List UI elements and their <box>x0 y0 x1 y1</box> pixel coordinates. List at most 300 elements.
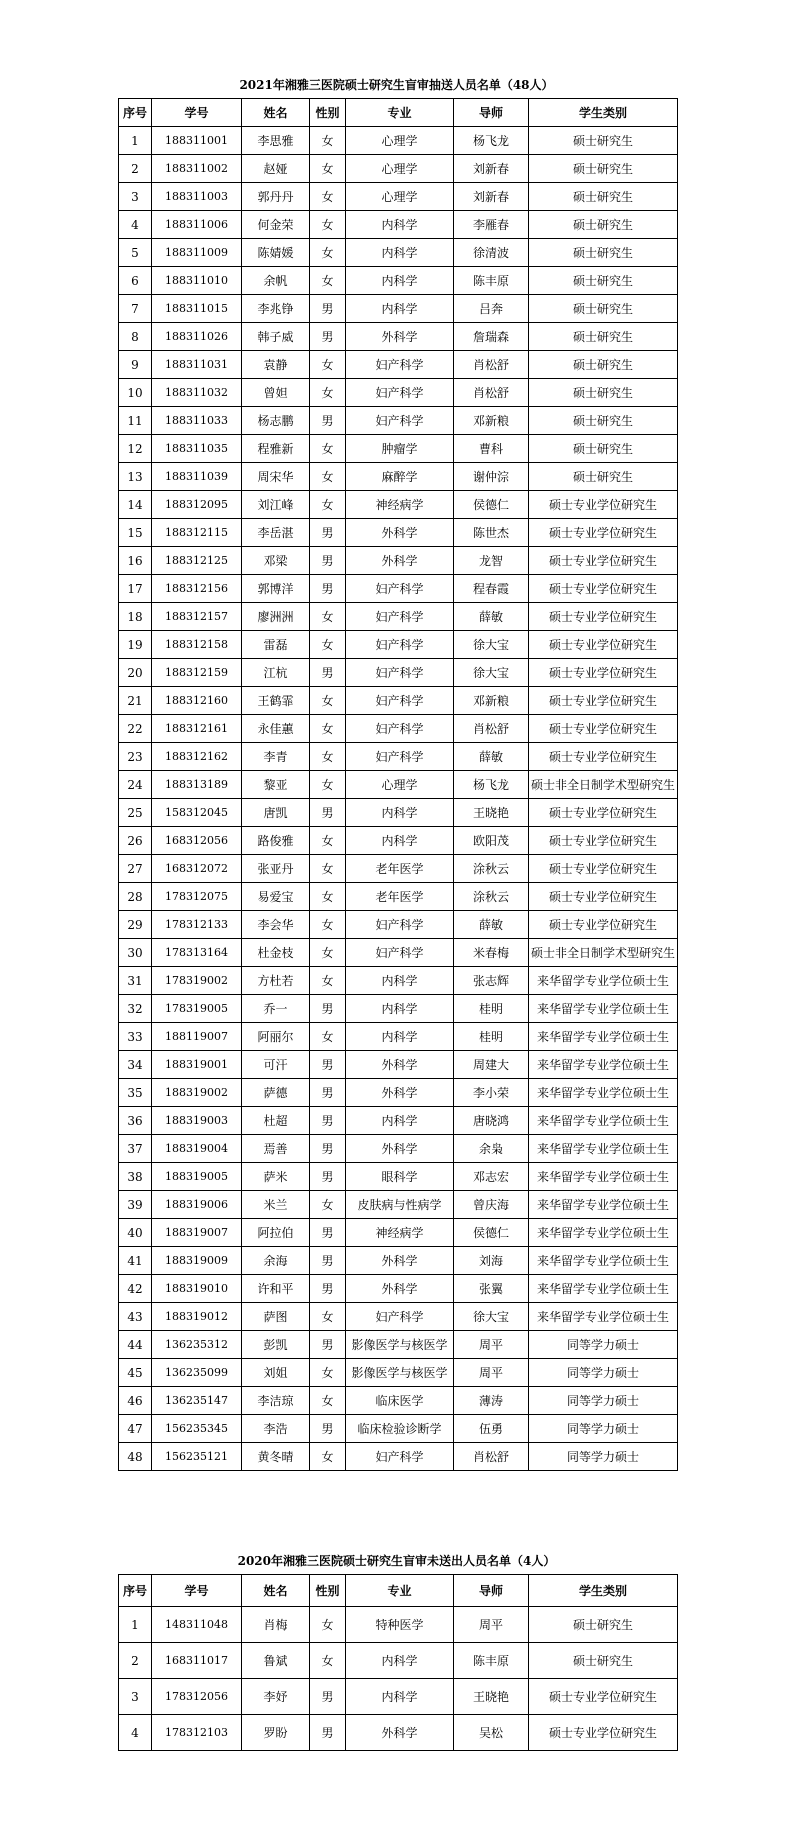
table-header-row <box>119 99 678 127</box>
cell-sex: 女 <box>310 1191 346 1219</box>
cell-tutor: 桂明 <box>454 995 529 1023</box>
cell-major: 内科学 <box>346 799 454 827</box>
cell-sex: 男 <box>310 295 346 323</box>
cell-student-id: 156235345 <box>152 1415 242 1443</box>
cell-major: 外科学 <box>346 323 454 351</box>
table-row <box>119 1163 678 1191</box>
cell-student-id: 188312157 <box>152 603 242 631</box>
cell-name: 曾妲 <box>242 379 310 407</box>
cell-student-id: 188312160 <box>152 687 242 715</box>
cell-major: 临床检验诊断学 <box>346 1415 454 1443</box>
cell-sex: 女 <box>310 939 346 967</box>
cell-sex: 男 <box>310 547 346 575</box>
table-row <box>119 1415 678 1443</box>
table-row <box>119 715 678 743</box>
cell-major: 妇产科学 <box>346 1443 454 1471</box>
cell-sex: 男 <box>310 407 346 435</box>
table-row <box>119 631 678 659</box>
cell-major: 外科学 <box>346 519 454 547</box>
cell-sex: 女 <box>310 855 346 883</box>
cell-seq: 10 <box>119 379 152 407</box>
table-row <box>119 687 678 715</box>
cell-major: 老年医学 <box>346 883 454 911</box>
cell-student-id: 188312158 <box>152 631 242 659</box>
cell-major: 影像医学与核医学 <box>346 1359 454 1387</box>
cell-name: 刘江峰 <box>242 491 310 519</box>
cell-student-type: 来华留学专业学位硕士生 <box>529 1107 678 1135</box>
cell-sex: 女 <box>310 1359 346 1387</box>
cell-tutor: 詹瑞森 <box>454 323 529 351</box>
cell-name: 李兆铮 <box>242 295 310 323</box>
cell-student-id: 188319012 <box>152 1303 242 1331</box>
cell-major: 外科学 <box>346 1275 454 1303</box>
cell-sex: 男 <box>310 1247 346 1275</box>
cell-seq: 4 <box>119 1715 152 1751</box>
cell-major: 眼科学 <box>346 1163 454 1191</box>
table-row <box>119 1387 678 1415</box>
cell-student-type: 来华留学专业学位硕士生 <box>529 1275 678 1303</box>
cell-name: 余海 <box>242 1247 310 1275</box>
cell-tutor: 米春梅 <box>454 939 529 967</box>
cell-seq: 9 <box>119 351 152 379</box>
cell-name: 王鹤霏 <box>242 687 310 715</box>
cell-seq: 8 <box>119 323 152 351</box>
cell-student-id: 188311032 <box>152 379 242 407</box>
cell-tutor: 欧阳茂 <box>454 827 529 855</box>
header-sex: 性别 <box>310 99 346 127</box>
cell-sex: 男 <box>310 1219 346 1247</box>
cell-name: 鲁斌 <box>242 1643 310 1679</box>
cell-name: 方杜若 <box>242 967 310 995</box>
cell-seq: 32 <box>119 995 152 1023</box>
cell-name: 萨米 <box>242 1163 310 1191</box>
table-row <box>119 547 678 575</box>
cell-name: 杜超 <box>242 1107 310 1135</box>
cell-student-id: 188319002 <box>152 1079 242 1107</box>
header-seq: 序号 <box>119 1575 152 1607</box>
cell-name: 李思雅 <box>242 127 310 155</box>
cell-seq: 18 <box>119 603 152 631</box>
table-row <box>119 1275 678 1303</box>
cell-student-type: 硕士专业学位研究生 <box>529 743 678 771</box>
cell-seq: 47 <box>119 1415 152 1443</box>
cell-student-type: 硕士专业学位研究生 <box>529 827 678 855</box>
table-row <box>119 183 678 211</box>
cell-sex: 男 <box>310 519 346 547</box>
cell-student-type: 硕士研究生 <box>529 323 678 351</box>
cell-tutor: 徐大宝 <box>454 631 529 659</box>
cell-student-type: 硕士非全日制学术型研究生 <box>529 939 678 967</box>
cell-student-id: 188311026 <box>152 323 242 351</box>
cell-name: 许和平 <box>242 1275 310 1303</box>
cell-sex: 男 <box>310 323 346 351</box>
cell-student-type: 硕士专业学位研究生 <box>529 603 678 631</box>
table-row <box>119 407 678 435</box>
cell-seq: 31 <box>119 967 152 995</box>
cell-student-type: 硕士研究生 <box>529 295 678 323</box>
table-row <box>119 519 678 547</box>
cell-seq: 14 <box>119 491 152 519</box>
cell-student-type: 硕士专业学位研究生 <box>529 491 678 519</box>
cell-tutor: 龙智 <box>454 547 529 575</box>
cell-major: 内科学 <box>346 1679 454 1715</box>
cell-student-id: 188311010 <box>152 267 242 295</box>
cell-student-type: 来华留学专业学位硕士生 <box>529 1135 678 1163</box>
header-name: 姓名 <box>242 99 310 127</box>
cell-name: 彭凯 <box>242 1331 310 1359</box>
cell-sex: 女 <box>310 631 346 659</box>
cell-major: 内科学 <box>346 211 454 239</box>
cell-sex: 女 <box>310 1023 346 1051</box>
cell-name: 唐凯 <box>242 799 310 827</box>
cell-student-type: 硕士研究生 <box>529 351 678 379</box>
cell-student-id: 188319003 <box>152 1107 242 1135</box>
cell-name: 廖洲洲 <box>242 603 310 631</box>
cell-student-type: 硕士专业学位研究生 <box>529 631 678 659</box>
cell-student-type: 硕士非全日制学术型研究生 <box>529 771 678 799</box>
cell-tutor: 周建大 <box>454 1051 529 1079</box>
cell-student-type: 硕士专业学位研究生 <box>529 659 678 687</box>
cell-seq: 33 <box>119 1023 152 1051</box>
cell-tutor: 薛敏 <box>454 743 529 771</box>
cell-major: 心理学 <box>346 771 454 799</box>
cell-student-id: 136235147 <box>152 1387 242 1415</box>
cell-tutor: 余枭 <box>454 1135 529 1163</box>
cell-major: 妇产科学 <box>346 687 454 715</box>
cell-student-id: 178319002 <box>152 967 242 995</box>
table-row <box>119 239 678 267</box>
cell-student-type: 来华留学专业学位硕士生 <box>529 1303 678 1331</box>
cell-tutor: 杨飞龙 <box>454 127 529 155</box>
cell-tutor: 肖松舒 <box>454 1443 529 1471</box>
cell-student-id: 188312156 <box>152 575 242 603</box>
cell-tutor: 徐清波 <box>454 239 529 267</box>
cell-seq: 4 <box>119 211 152 239</box>
cell-major: 内科学 <box>346 827 454 855</box>
table-row <box>119 1219 678 1247</box>
cell-major: 内科学 <box>346 1023 454 1051</box>
cell-tutor: 李小荣 <box>454 1079 529 1107</box>
header-tutor: 导师 <box>454 1575 529 1607</box>
cell-name: 余帆 <box>242 267 310 295</box>
cell-major: 妇产科学 <box>346 631 454 659</box>
cell-major: 神经病学 <box>346 1219 454 1247</box>
cell-name: 可汗 <box>242 1051 310 1079</box>
cell-name: 李洁琼 <box>242 1387 310 1415</box>
cell-name: 张亚丹 <box>242 855 310 883</box>
cell-tutor: 侯德仁 <box>454 1219 529 1247</box>
cell-tutor: 徐大宝 <box>454 1303 529 1331</box>
cell-seq: 3 <box>119 183 152 211</box>
cell-major: 内科学 <box>346 1107 454 1135</box>
cell-sex: 女 <box>310 267 346 295</box>
cell-name: 邓梁 <box>242 547 310 575</box>
cell-student-id: 188311003 <box>152 183 242 211</box>
cell-student-id: 178312103 <box>152 1715 242 1751</box>
header-name: 姓名 <box>242 1575 310 1607</box>
cell-major: 妇产科学 <box>346 659 454 687</box>
cell-student-type: 同等学力硕士 <box>529 1443 678 1471</box>
header-sex: 性别 <box>310 1575 346 1607</box>
cell-seq: 29 <box>119 911 152 939</box>
cell-name: 阿拉伯 <box>242 1219 310 1247</box>
cell-student-type: 硕士专业学位研究生 <box>529 547 678 575</box>
cell-name: 李岳湛 <box>242 519 310 547</box>
cell-major: 内科学 <box>346 995 454 1023</box>
cell-student-type: 硕士研究生 <box>529 239 678 267</box>
cell-seq: 6 <box>119 267 152 295</box>
cell-sex: 女 <box>310 183 346 211</box>
cell-student-id: 188311039 <box>152 463 242 491</box>
cell-major: 外科学 <box>346 1079 454 1107</box>
cell-tutor: 肖松舒 <box>454 379 529 407</box>
list1-title: 2021年湘雅三医院硕士研究生盲审抽送人员名单（48人） <box>239 78 554 92</box>
table-row <box>119 1079 678 1107</box>
cell-name: 韩子威 <box>242 323 310 351</box>
cell-seq: 48 <box>119 1443 152 1471</box>
cell-major: 妇产科学 <box>346 939 454 967</box>
cell-sex: 女 <box>310 967 346 995</box>
cell-major: 妇产科学 <box>346 743 454 771</box>
cell-student-id: 188311015 <box>152 295 242 323</box>
cell-sex: 女 <box>310 883 346 911</box>
cell-seq: 34 <box>119 1051 152 1079</box>
cell-seq: 23 <box>119 743 152 771</box>
cell-seq: 40 <box>119 1219 152 1247</box>
cell-major: 影像医学与核医学 <box>346 1331 454 1359</box>
cell-student-type: 同等学力硕士 <box>529 1387 678 1415</box>
cell-sex: 女 <box>310 1303 346 1331</box>
table-row <box>119 743 678 771</box>
cell-seq: 37 <box>119 1135 152 1163</box>
cell-seq: 22 <box>119 715 152 743</box>
cell-student-type: 硕士专业学位研究生 <box>529 1679 678 1715</box>
cell-sex: 女 <box>310 239 346 267</box>
cell-name: 萨图 <box>242 1303 310 1331</box>
cell-student-id: 188312095 <box>152 491 242 519</box>
cell-student-type: 来华留学专业学位硕士生 <box>529 1163 678 1191</box>
cell-seq: 21 <box>119 687 152 715</box>
cell-sex: 男 <box>310 575 346 603</box>
cell-student-id: 136235312 <box>152 1331 242 1359</box>
cell-seq: 27 <box>119 855 152 883</box>
cell-sex: 男 <box>310 1415 346 1443</box>
cell-tutor: 薛敏 <box>454 603 529 631</box>
cell-seq: 36 <box>119 1107 152 1135</box>
cell-sex: 女 <box>310 435 346 463</box>
cell-name: 易爱宝 <box>242 883 310 911</box>
cell-sex: 男 <box>310 1275 346 1303</box>
cell-seq: 5 <box>119 239 152 267</box>
cell-sex: 女 <box>310 771 346 799</box>
cell-seq: 11 <box>119 407 152 435</box>
cell-major: 皮肤病与性病学 <box>346 1191 454 1219</box>
cell-student-type: 来华留学专业学位硕士生 <box>529 995 678 1023</box>
cell-student-id: 188312162 <box>152 743 242 771</box>
cell-student-id: 188312115 <box>152 519 242 547</box>
cell-tutor: 周平 <box>454 1359 529 1387</box>
cell-seq: 12 <box>119 435 152 463</box>
cell-sex: 女 <box>310 827 346 855</box>
cell-name: 雷磊 <box>242 631 310 659</box>
cell-tutor: 周平 <box>454 1607 529 1643</box>
cell-sex: 女 <box>310 491 346 519</box>
cell-student-id: 188312159 <box>152 659 242 687</box>
cell-sex: 女 <box>310 1387 346 1415</box>
table-row <box>119 155 678 183</box>
cell-seq: 1 <box>119 127 152 155</box>
header-id: 学号 <box>152 1575 242 1607</box>
cell-name: 赵娅 <box>242 155 310 183</box>
cell-sex: 女 <box>310 911 346 939</box>
cell-student-type: 来华留学专业学位硕士生 <box>529 1023 678 1051</box>
table-row <box>119 575 678 603</box>
cell-student-type: 硕士专业学位研究生 <box>529 855 678 883</box>
table-row <box>119 1135 678 1163</box>
table-row <box>119 883 678 911</box>
cell-tutor: 涂秋云 <box>454 883 529 911</box>
cell-student-id: 188311001 <box>152 127 242 155</box>
cell-major: 妇产科学 <box>346 603 454 631</box>
cell-tutor: 吴松 <box>454 1715 529 1751</box>
header-major: 专业 <box>346 99 454 127</box>
cell-student-id: 188312125 <box>152 547 242 575</box>
cell-student-type: 硕士专业学位研究生 <box>529 1715 678 1751</box>
cell-student-id: 188319007 <box>152 1219 242 1247</box>
cell-major: 心理学 <box>346 127 454 155</box>
cell-sex: 男 <box>310 659 346 687</box>
table-row <box>119 1679 678 1715</box>
cell-seq: 46 <box>119 1387 152 1415</box>
cell-tutor: 薄涛 <box>454 1387 529 1415</box>
cell-tutor: 张翼 <box>454 1275 529 1303</box>
cell-major: 内科学 <box>346 967 454 995</box>
cell-tutor: 徐大宝 <box>454 659 529 687</box>
list1-table <box>118 98 678 1471</box>
table-row <box>119 1443 678 1471</box>
cell-student-type: 硕士研究生 <box>529 127 678 155</box>
cell-sex: 女 <box>310 1607 346 1643</box>
header-type: 学生类别 <box>529 1575 678 1607</box>
cell-student-id: 178312133 <box>152 911 242 939</box>
cell-name: 陈婧媛 <box>242 239 310 267</box>
table-row <box>119 799 678 827</box>
header-major: 专业 <box>346 1575 454 1607</box>
cell-student-type: 来华留学专业学位硕士生 <box>529 1079 678 1107</box>
table-row <box>119 603 678 631</box>
cell-student-id: 188311006 <box>152 211 242 239</box>
table-row <box>119 379 678 407</box>
table-row <box>119 127 678 155</box>
cell-name: 程雅新 <box>242 435 310 463</box>
cell-name: 乔一 <box>242 995 310 1023</box>
cell-tutor: 邓新粮 <box>454 687 529 715</box>
list2-table <box>118 1574 678 1751</box>
cell-name: 李会华 <box>242 911 310 939</box>
table-row <box>119 351 678 379</box>
cell-tutor: 陈世杰 <box>454 519 529 547</box>
cell-name: 黎亚 <box>242 771 310 799</box>
cell-sex: 女 <box>310 743 346 771</box>
cell-sex: 女 <box>310 211 346 239</box>
cell-student-id: 188319004 <box>152 1135 242 1163</box>
cell-tutor: 陈丰原 <box>454 1643 529 1679</box>
cell-name: 李青 <box>242 743 310 771</box>
cell-sex: 男 <box>310 1107 346 1135</box>
cell-student-id: 188311033 <box>152 407 242 435</box>
cell-tutor: 唐晓鸿 <box>454 1107 529 1135</box>
cell-name: 阿丽尔 <box>242 1023 310 1051</box>
cell-student-id: 188313189 <box>152 771 242 799</box>
cell-tutor: 程春霞 <box>454 575 529 603</box>
cell-student-type: 硕士研究生 <box>529 183 678 211</box>
cell-student-type: 硕士专业学位研究生 <box>529 687 678 715</box>
cell-seq: 28 <box>119 883 152 911</box>
cell-sex: 女 <box>310 687 346 715</box>
cell-tutor: 桂明 <box>454 1023 529 1051</box>
cell-major: 妇产科学 <box>346 911 454 939</box>
cell-sex: 男 <box>310 1163 346 1191</box>
table-row <box>119 1107 678 1135</box>
cell-seq: 35 <box>119 1079 152 1107</box>
cell-student-id: 188319001 <box>152 1051 242 1079</box>
cell-student-type: 同等学力硕士 <box>529 1415 678 1443</box>
cell-name: 永佳蕙 <box>242 715 310 743</box>
cell-student-type: 硕士专业学位研究生 <box>529 799 678 827</box>
cell-tutor: 周平 <box>454 1331 529 1359</box>
cell-name: 周宋华 <box>242 463 310 491</box>
cell-seq: 44 <box>119 1331 152 1359</box>
table-row <box>119 463 678 491</box>
table-row <box>119 659 678 687</box>
cell-tutor: 刘海 <box>454 1247 529 1275</box>
cell-sex: 女 <box>310 463 346 491</box>
cell-student-id: 178312075 <box>152 883 242 911</box>
cell-name: 杨志鹏 <box>242 407 310 435</box>
cell-major: 妇产科学 <box>346 379 454 407</box>
cell-student-id: 188319006 <box>152 1191 242 1219</box>
cell-sex: 男 <box>310 1715 346 1751</box>
cell-tutor: 曹科 <box>454 435 529 463</box>
cell-student-id: 188119007 <box>152 1023 242 1051</box>
cell-student-type: 硕士专业学位研究生 <box>529 715 678 743</box>
cell-sex: 女 <box>310 127 346 155</box>
cell-seq: 25 <box>119 799 152 827</box>
table-row <box>119 995 678 1023</box>
cell-student-type: 硕士研究生 <box>529 211 678 239</box>
cell-student-type: 来华留学专业学位硕士生 <box>529 1219 678 1247</box>
table-row <box>119 295 678 323</box>
cell-major: 心理学 <box>346 183 454 211</box>
cell-major: 外科学 <box>346 1051 454 1079</box>
cell-student-type: 硕士专业学位研究生 <box>529 575 678 603</box>
cell-seq: 3 <box>119 1679 152 1715</box>
cell-seq: 15 <box>119 519 152 547</box>
cell-tutor: 肖松舒 <box>454 715 529 743</box>
cell-major: 心理学 <box>346 155 454 183</box>
cell-tutor: 刘新春 <box>454 183 529 211</box>
table-row <box>119 211 678 239</box>
cell-tutor: 王晓艳 <box>454 799 529 827</box>
table-row <box>119 771 678 799</box>
cell-name: 李妤 <box>242 1679 310 1715</box>
cell-student-type: 硕士研究生 <box>529 463 678 491</box>
cell-name: 郭丹丹 <box>242 183 310 211</box>
table-row <box>119 1331 678 1359</box>
cell-student-id: 168311017 <box>152 1643 242 1679</box>
cell-student-id: 188311031 <box>152 351 242 379</box>
header-tutor: 导师 <box>454 99 529 127</box>
